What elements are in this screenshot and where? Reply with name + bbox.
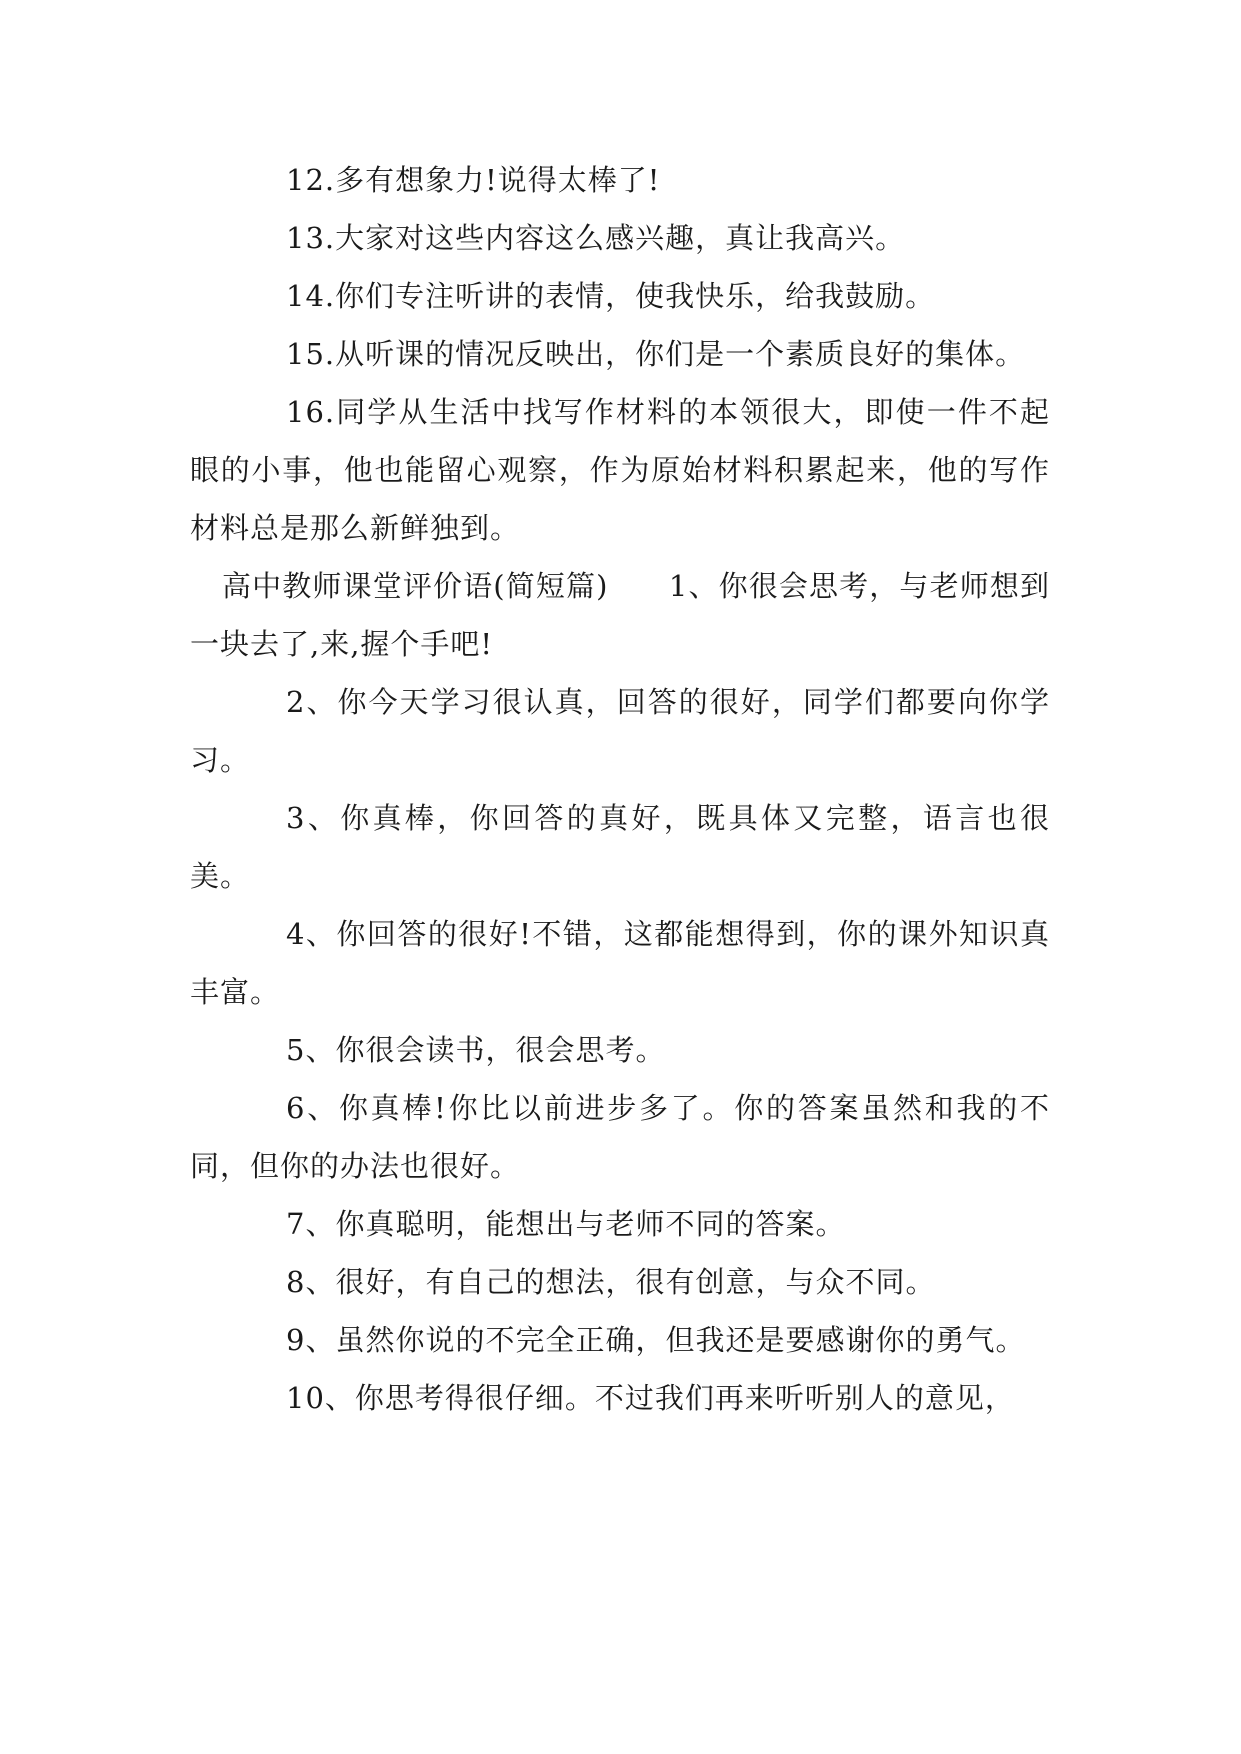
paragraph-item-8: 8、很好，有自己的想法，很有创意，与众不同。 <box>286 1265 936 1299</box>
document-body <box>190 151 1050 1427</box>
paragraph-item-4: 4、你回答的很好!不错，这都能想得到，你的课外知识真丰富。 <box>190 917 1050 1009</box>
paragraph-item-7: 7、你真聪明，能想出与老师不同的答案。 <box>286 1207 846 1241</box>
paragraph-item-14: 14.你们专注听讲的表情，使我快乐，给我鼓励。 <box>286 279 936 313</box>
paragraph-item-2: 2、你今天学习很认真，回答的很好，同学们都要向你学习。 <box>190 685 1050 777</box>
paragraph-item-13: 13.大家对这些内容这么感兴趣，真让我高兴。 <box>286 221 906 255</box>
paragraph-item-15: 15.从听课的情况反映出，你们是一个素质良好的集体。 <box>286 337 1026 371</box>
paragraph-item-9: 9、虽然你说的不完全正确，但我还是要感谢你的勇气。 <box>286 1323 1026 1357</box>
paragraph-item-16: 16.同学从生活中找写作材料的本领很大，即使一件不起眼的小事，他也能留心观察，作为原始材料积累起来，他的写作材料总是那么新鲜独到。 <box>190 395 1050 545</box>
paragraph-item-3: 3、你真棒，你回答的真好，既具体又完整，语言也很美。 <box>190 801 1050 893</box>
section-heading-paragraph: 高中教师课堂评价语(简短篇) 1、你很会思考，与老师想到一块去了,来,握个手吧! <box>190 569 1050 661</box>
paragraph-item-10: 10、你思考得很仔细。不过我们再来听听别人的意见， <box>286 1381 1015 1415</box>
paragraph-item-12: 12.多有想象力!说得太棒了! <box>286 163 661 197</box>
paragraph-item-5: 5、你很会读书，很会思考。 <box>286 1033 666 1067</box>
paragraph-item-6: 6、你真棒!你比以前进步多了。你的答案虽然和我的不同，但你的办法也很好。 <box>190 1091 1050 1183</box>
